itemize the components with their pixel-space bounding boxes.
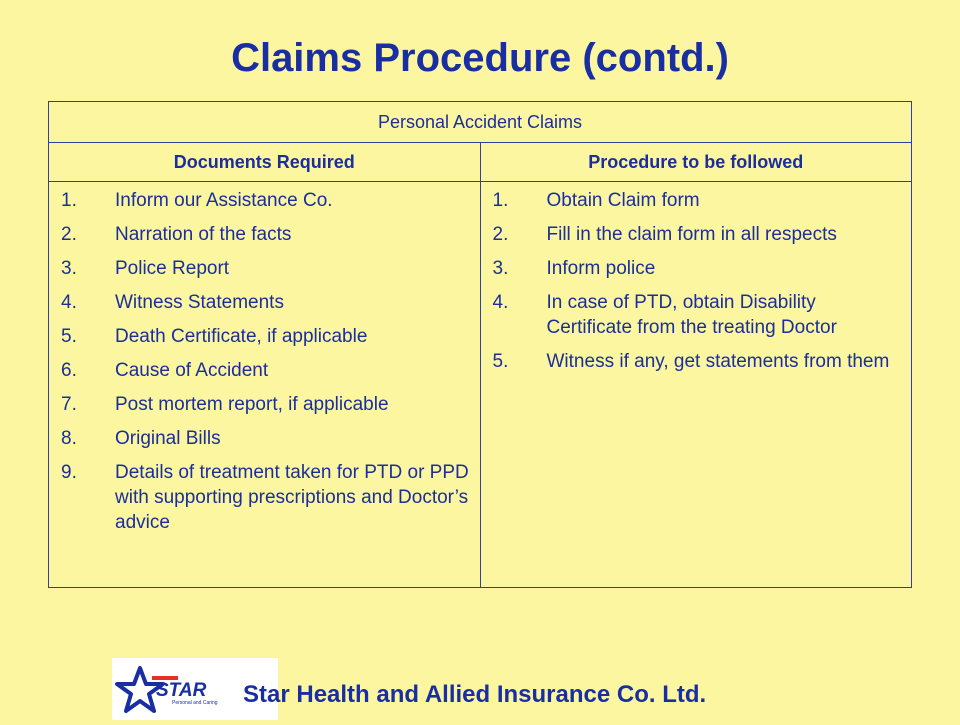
item-text: Details of treatment taken for PTD or PPD with supporting prescriptions and Doctor’s advice bbox=[115, 462, 469, 533]
list-item bbox=[493, 256, 902, 281]
item-text: Narration of the facts bbox=[115, 224, 292, 245]
list-item bbox=[61, 426, 470, 451]
item-number: 2. bbox=[492, 224, 509, 245]
list-item bbox=[61, 256, 470, 281]
item-number: 7. bbox=[61, 394, 77, 415]
item-text: Inform police bbox=[546, 258, 656, 279]
item-text: Cause of Accident bbox=[115, 360, 269, 381]
list-item bbox=[493, 349, 902, 374]
item-number: 6. bbox=[61, 360, 77, 381]
documents-cell bbox=[49, 182, 481, 588]
item-text: Death Certificate, if applicable bbox=[115, 326, 368, 347]
item-number: 4. bbox=[61, 292, 77, 313]
procedure-header: Procedure to be followed bbox=[480, 143, 912, 182]
list-item bbox=[493, 290, 902, 340]
item-number: 5. bbox=[61, 326, 77, 347]
item-number: 9. bbox=[61, 462, 77, 483]
item-text: Fill in the claim form in all respects bbox=[546, 224, 837, 245]
list-item bbox=[61, 290, 470, 315]
item-text: In case of PTD, obtain Disability Certificate from the treating Doctor bbox=[546, 292, 837, 338]
list-item bbox=[493, 188, 902, 213]
item-text: Police Report bbox=[115, 258, 230, 279]
list-item bbox=[61, 222, 470, 247]
logo-wordmark: STAR bbox=[156, 680, 207, 701]
logo-tagline: Personal and Caring bbox=[172, 700, 218, 706]
item-number: 8. bbox=[61, 428, 77, 449]
item-number: 5. bbox=[492, 351, 509, 372]
table-caption: Personal Accident Claims bbox=[49, 102, 912, 143]
list-item bbox=[61, 324, 470, 349]
list-item bbox=[61, 460, 470, 535]
item-text: Witness if any, get statements from them bbox=[546, 351, 890, 372]
item-text: Obtain Claim form bbox=[546, 190, 700, 211]
item-number: 1. bbox=[61, 190, 77, 211]
item-number: 4. bbox=[492, 292, 509, 313]
list-item bbox=[61, 358, 470, 383]
item-text: Post mortem report, if applicable bbox=[115, 394, 389, 415]
item-number: 2. bbox=[61, 224, 77, 245]
claims-table bbox=[48, 101, 912, 588]
item-text: Inform our Assistance Co. bbox=[115, 190, 333, 211]
item-number: 3. bbox=[492, 258, 509, 279]
slide-title: Claims Procedure (contd.) bbox=[231, 36, 729, 80]
item-number: 3. bbox=[61, 258, 77, 279]
item-text: Original Bills bbox=[115, 428, 221, 449]
list-item bbox=[493, 222, 902, 247]
item-text: Witness Statements bbox=[115, 292, 284, 313]
list-item bbox=[61, 392, 470, 417]
list-item bbox=[61, 188, 470, 213]
procedure-list bbox=[481, 182, 912, 374]
documents-header: Documents Required bbox=[49, 143, 481, 182]
company-name: Star Health and Allied Insurance Co. Ltd. bbox=[243, 681, 707, 708]
procedure-cell bbox=[480, 182, 912, 588]
documents-list bbox=[49, 182, 480, 535]
item-number: 1. bbox=[492, 190, 509, 211]
